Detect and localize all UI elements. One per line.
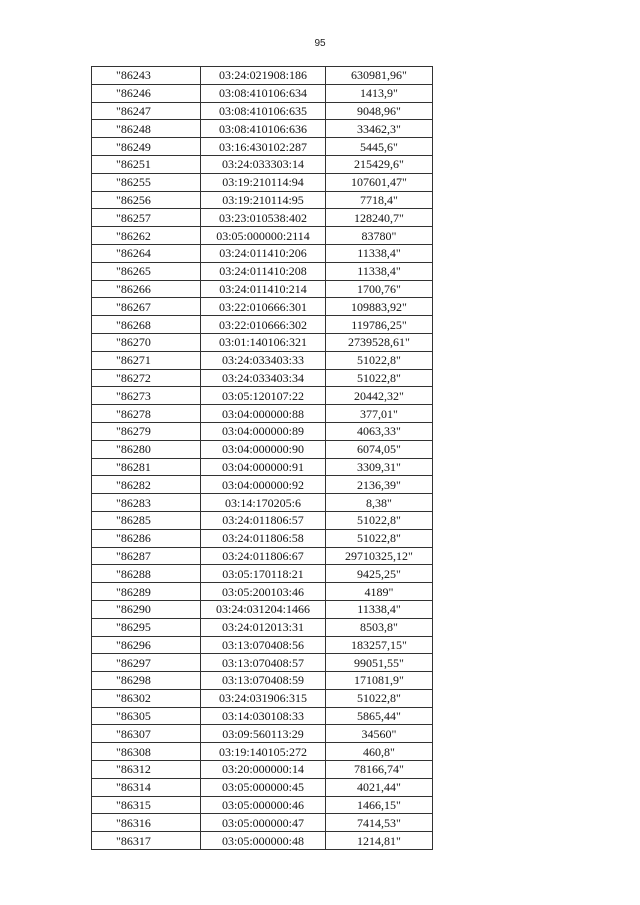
cell-cadastral-number: 03:24:033403:34 xyxy=(201,369,326,387)
cell-cadastral-number: 03:24:012013:31 xyxy=(201,618,326,636)
cell-cadastral-number: 03:05:000000:48 xyxy=(201,832,326,850)
table-row xyxy=(92,369,433,387)
table-row xyxy=(92,565,433,583)
cell-cadastral-number: 03:24:011806:67 xyxy=(201,547,326,565)
cell-record-id: "86307 xyxy=(92,725,201,743)
table-row xyxy=(92,511,433,529)
cell-record-id: "86268 xyxy=(92,316,201,334)
table-body xyxy=(92,67,433,850)
cell-value: 107601,47" xyxy=(326,173,433,191)
cell-record-id: "86286 xyxy=(92,529,201,547)
cell-value: 5445,6" xyxy=(326,138,433,156)
cell-cadastral-number: 03:05:000000:45 xyxy=(201,778,326,796)
cell-cadastral-number: 03:24:033403:33 xyxy=(201,351,326,369)
cell-record-id: "86271 xyxy=(92,351,201,369)
cell-value: 2739528,61" xyxy=(326,333,433,351)
table-row xyxy=(92,707,433,725)
table-row xyxy=(92,155,433,173)
table-row xyxy=(92,832,433,850)
table-row xyxy=(92,476,433,494)
cell-cadastral-number: 03:05:120107:22 xyxy=(201,387,326,405)
cell-cadastral-number: 03:24:021908:186 xyxy=(201,67,326,85)
cell-record-id: "86281 xyxy=(92,458,201,476)
cell-value: 183257,15" xyxy=(326,636,433,654)
cell-cadastral-number: 03:24:011410:206 xyxy=(201,244,326,262)
table-row xyxy=(92,547,433,565)
cell-record-id: "86316 xyxy=(92,814,201,832)
table-row xyxy=(92,778,433,796)
table-row xyxy=(92,689,433,707)
table-row xyxy=(92,600,433,618)
cell-record-id: "86298 xyxy=(92,672,201,690)
cell-cadastral-number: 03:04:000000:89 xyxy=(201,422,326,440)
cell-cadastral-number: 03:08:410106:634 xyxy=(201,84,326,102)
cell-record-id: "86270 xyxy=(92,333,201,351)
cell-value: 215429,6" xyxy=(326,155,433,173)
cell-value: 109883,92" xyxy=(326,298,433,316)
cell-cadastral-number: 03:05:000000:2114 xyxy=(201,227,326,245)
cell-cadastral-number: 03:20:000000:14 xyxy=(201,761,326,779)
cell-record-id: "86314 xyxy=(92,778,201,796)
cell-record-id: "86251 xyxy=(92,155,201,173)
cell-record-id: "86278 xyxy=(92,405,201,423)
cell-record-id: "86257 xyxy=(92,209,201,227)
cell-cadastral-number: 03:24:011806:57 xyxy=(201,511,326,529)
cell-record-id: "86289 xyxy=(92,583,201,601)
cell-cadastral-number: 03:22:010666:302 xyxy=(201,316,326,334)
cell-value: 51022,8" xyxy=(326,369,433,387)
cell-value: 83780" xyxy=(326,227,433,245)
cell-value: 171081,9" xyxy=(326,672,433,690)
cell-record-id: "86264 xyxy=(92,244,201,262)
cell-value: 460,8" xyxy=(326,743,433,761)
cell-cadastral-number: 03:24:011806:58 xyxy=(201,529,326,547)
table-row xyxy=(92,316,433,334)
cell-cadastral-number: 03:05:200103:46 xyxy=(201,583,326,601)
cell-cadastral-number: 03:05:000000:46 xyxy=(201,796,326,814)
cell-record-id: "86285 xyxy=(92,511,201,529)
cell-record-id: "86302 xyxy=(92,689,201,707)
cell-value: 51022,8" xyxy=(326,351,433,369)
cell-value: 6074,05" xyxy=(326,440,433,458)
cell-cadastral-number: 03:24:011410:208 xyxy=(201,262,326,280)
cell-value: 4189" xyxy=(326,583,433,601)
table-row xyxy=(92,227,433,245)
table-row xyxy=(92,280,433,298)
table-row xyxy=(92,244,433,262)
cell-value: 1700,76" xyxy=(326,280,433,298)
table-row xyxy=(92,743,433,761)
cell-record-id: "86279 xyxy=(92,422,201,440)
table-row xyxy=(92,458,433,476)
table-row xyxy=(92,494,433,512)
cell-value: 9048,96" xyxy=(326,102,433,120)
cell-value: 377,01" xyxy=(326,405,433,423)
cell-value: 8,38" xyxy=(326,494,433,512)
cell-record-id: "86267 xyxy=(92,298,201,316)
cell-value: 7414,53" xyxy=(326,814,433,832)
cell-value: 11338,4" xyxy=(326,244,433,262)
cell-record-id: "86317 xyxy=(92,832,201,850)
cell-cadastral-number: 03:22:010666:301 xyxy=(201,298,326,316)
cell-record-id: "86248 xyxy=(92,120,201,138)
table-row xyxy=(92,814,433,832)
cell-value: 1466,15" xyxy=(326,796,433,814)
cell-value: 8503,8" xyxy=(326,618,433,636)
cell-value: 128240,7" xyxy=(326,209,433,227)
cell-record-id: "86272 xyxy=(92,369,201,387)
cell-cadastral-number: 03:13:070408:59 xyxy=(201,672,326,690)
cell-cadastral-number: 03:04:000000:91 xyxy=(201,458,326,476)
cell-record-id: "86305 xyxy=(92,707,201,725)
cell-cadastral-number: 03:08:410106:636 xyxy=(201,120,326,138)
table-row xyxy=(92,654,433,672)
cell-record-id: "86273 xyxy=(92,387,201,405)
table-row xyxy=(92,422,433,440)
cell-value: 7718,4" xyxy=(326,191,433,209)
cell-cadastral-number: 03:14:170205:6 xyxy=(201,494,326,512)
cell-cadastral-number: 03:14:030108:33 xyxy=(201,707,326,725)
cell-value: 78166,74" xyxy=(326,761,433,779)
table-row xyxy=(92,173,433,191)
cell-cadastral-number: 03:04:000000:90 xyxy=(201,440,326,458)
table-row xyxy=(92,191,433,209)
cell-record-id: "86255 xyxy=(92,173,201,191)
table-row xyxy=(92,262,433,280)
cell-record-id: "86296 xyxy=(92,636,201,654)
cell-cadastral-number: 03:13:070408:57 xyxy=(201,654,326,672)
table-row xyxy=(92,333,433,351)
cell-value: 4063,33" xyxy=(326,422,433,440)
cell-value: 3309,31" xyxy=(326,458,433,476)
table-row xyxy=(92,529,433,547)
cell-cadastral-number: 03:24:033303:14 xyxy=(201,155,326,173)
cell-cadastral-number: 03:19:210114:94 xyxy=(201,173,326,191)
cell-value: 119786,25" xyxy=(326,316,433,334)
cell-record-id: "86297 xyxy=(92,654,201,672)
cell-cadastral-number: 03:05:000000:47 xyxy=(201,814,326,832)
table-row xyxy=(92,636,433,654)
cell-cadastral-number: 03:19:140105:272 xyxy=(201,743,326,761)
table-row xyxy=(92,672,433,690)
table-row xyxy=(92,138,433,156)
cell-value: 1413,9" xyxy=(326,84,433,102)
table-row xyxy=(92,583,433,601)
cell-record-id: "86288 xyxy=(92,565,201,583)
cell-cadastral-number: 03:19:210114:95 xyxy=(201,191,326,209)
table-row xyxy=(92,796,433,814)
cell-cadastral-number: 03:01:140106:321 xyxy=(201,333,326,351)
cell-cadastral-number: 03:08:410106:635 xyxy=(201,102,326,120)
cell-value: 1214,81" xyxy=(326,832,433,850)
cell-cadastral-number: 03:04:000000:88 xyxy=(201,405,326,423)
cell-value: 630981,96" xyxy=(326,67,433,85)
table-row xyxy=(92,405,433,423)
cell-value: 51022,8" xyxy=(326,529,433,547)
cell-value: 29710325,12" xyxy=(326,547,433,565)
cell-record-id: "86249 xyxy=(92,138,201,156)
table-row xyxy=(92,67,433,85)
cell-value: 5865,44" xyxy=(326,707,433,725)
table-row xyxy=(92,761,433,779)
table-row xyxy=(92,725,433,743)
cell-record-id: "86282 xyxy=(92,476,201,494)
cell-cadastral-number: 03:24:011410:214 xyxy=(201,280,326,298)
cell-value: 11338,4" xyxy=(326,600,433,618)
table-row xyxy=(92,120,433,138)
table-row xyxy=(92,440,433,458)
cell-cadastral-number: 03:13:070408:56 xyxy=(201,636,326,654)
cell-value: 4021,44" xyxy=(326,778,433,796)
cell-value: 99051,55" xyxy=(326,654,433,672)
cell-cadastral-number: 03:09:560113:29 xyxy=(201,725,326,743)
cell-value: 51022,8" xyxy=(326,689,433,707)
cell-record-id: "86262 xyxy=(92,227,201,245)
cell-cadastral-number: 03:23:010538:402 xyxy=(201,209,326,227)
cell-cadastral-number: 03:16:430102:287 xyxy=(201,138,326,156)
cell-record-id: "86287 xyxy=(92,547,201,565)
cell-record-id: "86312 xyxy=(92,761,201,779)
cell-value: 11338,4" xyxy=(326,262,433,280)
cell-value: 33462,3" xyxy=(326,120,433,138)
cell-cadastral-number: 03:24:031906:315 xyxy=(201,689,326,707)
cell-cadastral-number: 03:05:170118:21 xyxy=(201,565,326,583)
cell-value: 20442,32" xyxy=(326,387,433,405)
cell-record-id: "86256 xyxy=(92,191,201,209)
cell-cadastral-number: 03:04:000000:92 xyxy=(201,476,326,494)
table-row xyxy=(92,209,433,227)
table-row xyxy=(92,351,433,369)
table-row xyxy=(92,102,433,120)
cell-record-id: "86247 xyxy=(92,102,201,120)
cell-value: 2136,39" xyxy=(326,476,433,494)
data-table xyxy=(91,66,433,850)
cell-record-id: "86295 xyxy=(92,618,201,636)
cell-record-id: "86280 xyxy=(92,440,201,458)
table-row xyxy=(92,387,433,405)
cell-record-id: "86265 xyxy=(92,262,201,280)
cell-record-id: "86308 xyxy=(92,743,201,761)
table-row xyxy=(92,298,433,316)
cell-value: 34560" xyxy=(326,725,433,743)
cell-value: 9425,25" xyxy=(326,565,433,583)
cell-record-id: "86315 xyxy=(92,796,201,814)
table-row xyxy=(92,618,433,636)
cell-record-id: "86290 xyxy=(92,600,201,618)
cell-cadastral-number: 03:24:031204:1466 xyxy=(201,600,326,618)
cell-record-id: "86243 xyxy=(92,67,201,85)
cell-value: 51022,8" xyxy=(326,511,433,529)
table-row xyxy=(92,84,433,102)
cell-record-id: "86283 xyxy=(92,494,201,512)
cell-record-id: "86266 xyxy=(92,280,201,298)
page-number: 95 xyxy=(314,38,326,49)
cell-record-id: "86246 xyxy=(92,84,201,102)
